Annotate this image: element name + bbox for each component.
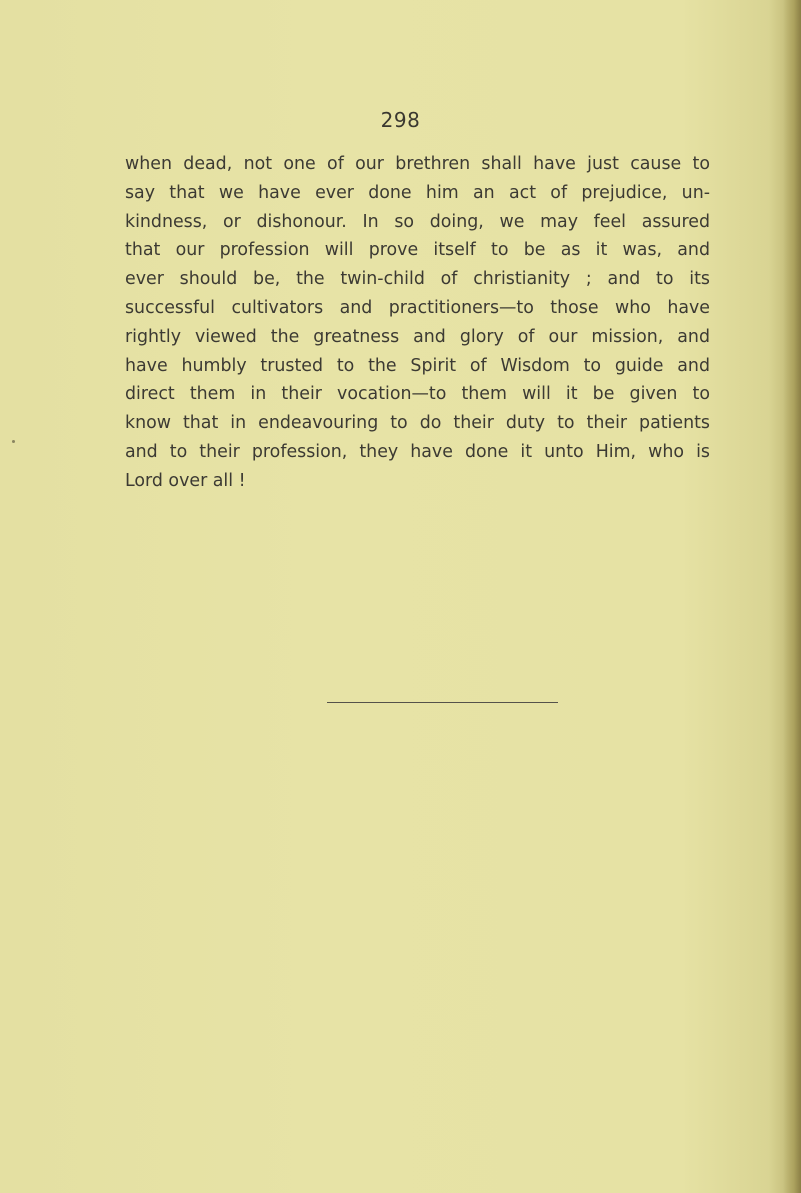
paper-speck xyxy=(12,440,15,443)
text-line: ever should be, the twin-child of christianity ; and to its xyxy=(125,269,710,290)
text-line: know that in endeavouring to do their duty to their patients xyxy=(125,413,710,434)
page-edge-shadow xyxy=(783,0,801,1193)
text-line: successful cultivators and practitioners—to those who have xyxy=(125,297,710,318)
text-line: when dead, not one of our brethren shall have just cause to xyxy=(125,154,710,174)
text-line: and to their profession, they have done it unto Him, who is xyxy=(125,441,710,462)
body-paragraph xyxy=(125,150,710,496)
text-line: kindness, or dishonour. In so doing, we may feel assured xyxy=(125,211,710,232)
text-line: direct them in their vocation—to them will it be given to xyxy=(125,384,710,405)
text-line: Lord over all ! xyxy=(125,470,246,491)
text-line: have humbly trusted to the Spirit of Wisdom to guide and xyxy=(125,355,710,376)
page-number: 298 xyxy=(380,108,421,132)
text-line: that our profession will prove itself to be as it was, and xyxy=(125,240,710,261)
end-rule xyxy=(327,702,558,703)
text-line: rightly viewed the greatness and glory of our mission, and xyxy=(125,326,710,347)
text-line: say that we have ever done him an act of prejudice, un- xyxy=(125,182,710,203)
